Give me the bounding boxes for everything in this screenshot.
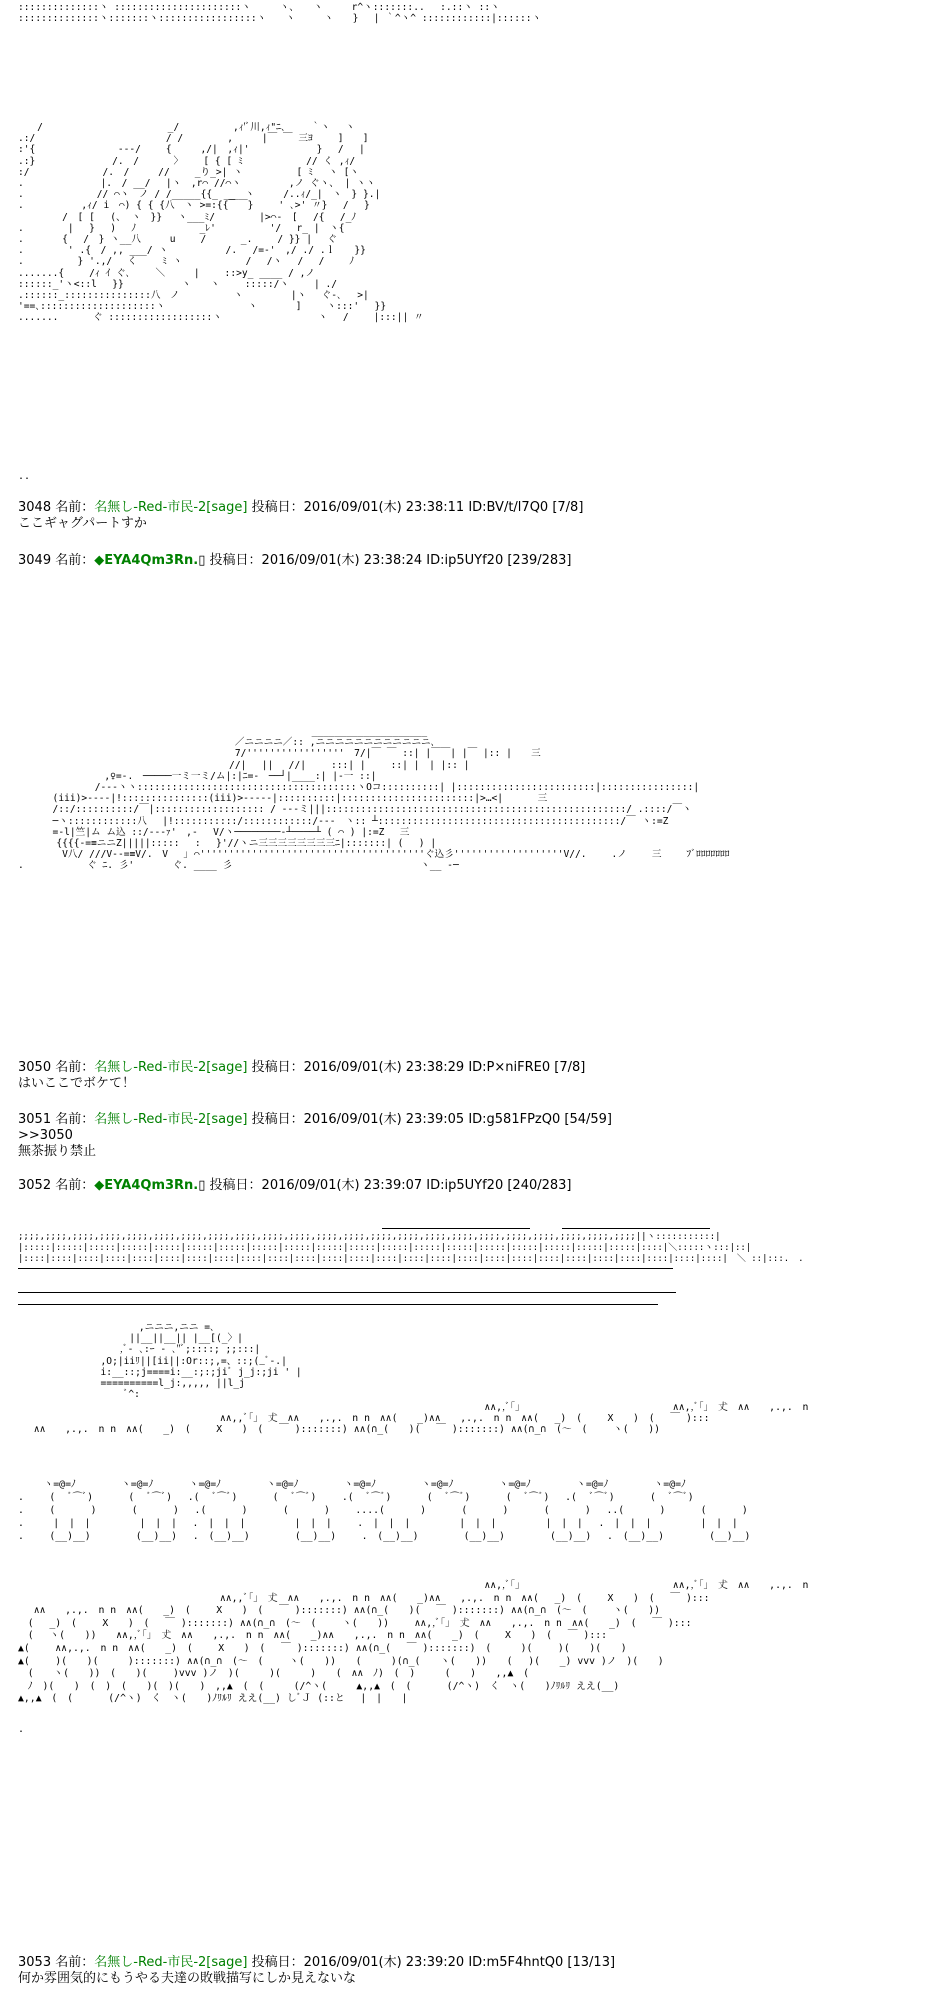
post-date: 投稿日：2016/09/01(木) 23:39:20	[251, 1955, 465, 1970]
ascii-art-scene-top: ;;;;,;;;;,;;;;,;;;;,;;;;,;;;;,;;;;,;;;;,;;;;,;;;;,;;;;,;;;;,;;;;,;;;;,;;;;,;;;;,;;;;,;;;;,;;;;,;;;;,;;;;,;;;;,;;;;||ヽ:::::::::::| |:::::|:::::|:::::|:::::|:::::|:::::|:::::|:::::|:::::|:::::|:::::|:::::|:::::|:::::|:::::|:::::|:::::|:::::|:::::|::::|＼:::::ヽ:::|::| |::::|::::|::::|::::|::::|::::|::::|::::|::::|::::|::::|::::|::::|::::|::::|::::|::::|::::|::::|::::|::::|::::|::::|::::|::::|::::| ＼ ::|:::. .	[18, 1232, 804, 1265]
post-number[interactable]: 3052	[18, 1178, 52, 1193]
post-body-3048: ここギャグパートすか	[18, 516, 147, 531]
name-label: 名前：	[55, 1955, 95, 1970]
ascii-art-top-fragment: ::::::::::::::ヽ ::::::::::::::::::::::ヽ ヽ、 ヽ r^ヽ:::::::.. :.::ヽ ::ヽ ::::::::::::::ヽ:::::::ヽ:::::::::::::::::ヽ ヽ ヽ } | ｀^ヽ^ ::::::::::::|::::::ヽ	[18, 2, 542, 25]
post-number[interactable]: 3051	[18, 1112, 52, 1127]
poster-id[interactable]: ID:BV/t/l7Q0 [7/8]	[468, 500, 584, 515]
poster-name: 名無し-Red-市民-2	[94, 1060, 207, 1075]
poster-id[interactable]: ID:m5F4hntQ0 [13/13]	[468, 1955, 616, 1970]
post-date: 投稿日：2016/09/01(木) 23:38:11	[251, 500, 465, 515]
post-body-3051: >>3050 無茶振り禁止	[18, 1128, 97, 1159]
name-label: 名前：	[55, 1178, 95, 1193]
post-number[interactable]: 3049	[18, 553, 52, 568]
poster-name: 名無し-Red-市民-2	[94, 1955, 207, 1970]
scene-ground-line	[18, 1304, 658, 1305]
sage-mail-link[interactable]: [sage]	[206, 1955, 248, 1970]
ascii-art-row-figures: ヽ=@=ﾉ ヽ=@=ﾉ ヽ=@=ﾉ ヽ=@=ﾉ ヽ=@=ﾉ ヽ=@=ﾉ ヽ=@=ﾉ ヽ=@=ﾉ ヽ=@=ﾉ . ( ﾞ⌒ﾞ) ( ﾞ⌒ﾞ) .( ﾞ⌒ﾞ) ( ﾞ⌒ﾞ) .( ﾞ⌒ﾞ) ( ﾞ⌒ﾞ) ( ﾞ⌒ﾞ) .( ﾞ⌒ﾞ) ( ﾞ⌒ﾞ) . ( ) ( ) .( ) ( ) ....( ) ( ) ( ) ..( ) ( ) . | | | | | | . | | | | | | . | | | | | | | | | . | | | | | | . (__)__) (__)__) . (__)__) (__)__) . (__)__) (__)__) (__)__) . (__)__) (__)__)	[18, 1479, 751, 1542]
sage-mail-link[interactable]: [sage]	[206, 500, 248, 515]
tofu-icon: ▯	[198, 1178, 206, 1193]
post-date: 投稿日：2016/09/01(木) 23:38:29	[251, 1060, 465, 1075]
post-body-3050: はいここでボケて！	[18, 1076, 136, 1091]
post-number[interactable]: 3050	[18, 1060, 52, 1075]
post-date: 投稿日：2016/09/01(木) 23:39:07	[209, 1178, 423, 1193]
name-label: 名前：	[55, 1112, 95, 1127]
post-header-3050	[18, 1060, 585, 1076]
poster-id[interactable]: ID:g581FPzQ0 [54/59]	[468, 1112, 612, 1127]
ascii-art-car: ,ニニニ,ニニ =､ ||__||__|| |__[(_〉| ,ﾞ- ､:ｰ - ､"ﾞ;::::; ;;:::| ,O;|iiﾘ||[ii||:Or::;,=、::;(_ﾞ-.| i:__::;j====i:__:;:;jiﾞ j_j:;ji ' | ==========l_j:,,,,, ||l_j ﾞ^:	[100, 1322, 302, 1401]
poster-id[interactable]: ID:P×niFRE0 [7/8]	[468, 1060, 586, 1075]
post-number[interactable]: 3048	[18, 500, 52, 515]
poster-name: 名無し-Red-市民-2	[94, 500, 207, 515]
name-label: 名前：	[55, 1060, 95, 1075]
ascii-art-crowd: ∧∧,,ﾞ｢｣ ∧∧,,ﾞ｢｣ 𠀋 ∧∧ ,.,. n ∧∧,,ﾞ｢｣ 𠀋 ∧∧ ,.,. n n ∧∧( _)∧∧ ,.,. n n ∧∧( _) ( X ) ( ￣ )::: ∧∧ ,.,. n n ∧∧( _) ( X ) ( ￣ ):::::::) ∧∧(∩_( )( ￣ ):::::::) ∧∧(∩_∩ (～ ( ヽ( ))	[33, 1402, 809, 1436]
poster-id[interactable]: ID:ip5UYf20 [240/283]	[426, 1178, 572, 1193]
poster-id[interactable]: ID:ip5UYf20 [239/283]	[426, 553, 572, 568]
spacer-dots: ..	[18, 471, 31, 482]
scene-line	[382, 1228, 530, 1229]
ascii-art-crowd-large: ∧∧,,ﾞ｢｣ ∧∧,,ﾞ｢｣ 𠀋 ∧∧ ,.,. n ∧∧,,ﾞ｢｣ 𠀋 ∧∧ ,.,. n n ∧∧( _)∧∧ ,.,. n n ∧∧( _) ( X ) ( ￣ )::: ∧∧ ,.,. n n ∧∧( _) ( X ) ( ￣ ):::::::) ∧∧(∩_( )( ￣ ):::::::) ∧∧(∩_∩ (～ ( ヽ( )) ( _) ( X ) ( ￣ ):::::::) ∧∧(∩_∩ (～ ( ヽ( )) ∧∧,,ﾞ｢｣ 𠀋 ∧∧ ,.,. n n ∧∧( _) ( ￣ )::: ( ヽ( )) ∧∧,,ﾞ｢｣ 𠀋 ∧∧ ,.,. n n ∧∧( _)∧∧ ,.,. n n ∧∧( _) ( X ) ( ￣ )::: ▲( ∧∧,.,. n n ∧∧( _) ( X ) ( ￣ ):::::::) ∧∧(∩_( ￣ ):::::::) ( )( )( )( ) ▲( )( )( ):::::::) ∧∧(∩_∩ (～ ( ヽ( )) ( )(∩_( ヽ( )) ( )( _) vvv )ノ )( ) ( ヽ( )) ( )( )vvv )ノ )( )( ) ( ∧∧ ﾉ) ( ) ( ) ,,▲ ( ﾉ )( ) ( ) ( )( )( ) ,,▲ ( ( (/^ヽ( ▲,,▲ ( ( (/^ヽ) く ヽ( )ﾉﾘﾙﾘ ええ(__) ▲,,▲ ( ( (/^ヽ) く ヽ( )ﾉﾘﾙﾘ ええ(__) しﾞＪ (::と | | |	[18, 1580, 809, 1705]
name-label: 名前：	[55, 553, 95, 568]
post-body-3053: 何か雰囲気的にもうやる夫達の敗戦描写にしか見えないな	[18, 1971, 357, 1986]
ascii-art-figure: / _/ ,ｨ'ﾞ川,ｨ"ﾆ､ ｀ヽ ヽ .:/ / / , |￣ ￣ 三ﾖ ] ] :'{ ---/ { ,/| ,ｨ|' } / | .:} /. / 〉 [ { [ ﾐ // く ,ｨ/ :/ /. / // _り_>| ヽ [ ﾐ ヽ [ヽ . |. / __/ |ヽ ,r⌒ //⌒ヽ ,ノ ぐヽ、 | ヽヽ . // ⌒ヽ ノ / /_____{{_ __ ヽ /..ｨ/_| ヽ } }.| . ,ｨ/ i ⌒) { { {八 ヽ >=:{{￣￣} ' ､>' 〃} / } / [ [ (、 ヽ }} ヽ___ﾐ/ |>⌒- [ /{ /_ﾉ . | } ) ﾉ _ﾚ' '/ r_ | ヽ{ . { / } ヽ__八 u / _. / }} | ぐ . ' .{ / ,, ___/ ヽ /. /=-' ,/ ./ .ｌ }} . } '.,/ く ﾐ ヽ / /ヽ / / ﾉ .......{ /ｨ ｲ ぐ､ ＼ | ::>y_ ____ / ,ノ ::::::_'ヽ<::l }} ヽ ヽ :::::/ヽ | ./ .::::::_:::::::::::::::八 ノ ヽ |ヽ ぐ-､ >| '==､::::::::::::::::::::ヽ ヽ ] ヽ:::' }} ....... ぐ ::::::::::::::::::ヽ ヽ / |:::|| 〃	[18, 122, 424, 324]
spacer-dot: .	[18, 1724, 25, 1735]
name-label: 名前：	[55, 500, 95, 515]
post-header-3052	[18, 1178, 572, 1194]
ascii-art-bus: ____________________ ／ニニニニ／:: ,ニニニニニニニニニニニニ､ 7/''''''''''''''''' 7/|￣ ￣ ::| |￣￣| |￣ |:: | 三 //| || //| :::| | ::| | | |:: | ,♀=-. ─────一ミ一ミ/ム|:|ﾆ=- ──┘|____:| |-一 ::| /---ヽヽ::::::::::::::::::::::::::::::::::::::ヽOコ::::::::::| |::::::::::::::::::::::::|::::::::::::::::| (iii)>----|!:::::::::::::::(iii)>-----|::::::::::|:::::::::::::::::::::::|>…<| 三 /::/::::::::::/￣|::::::::::::::::::: / ---ミ|||::::::::::::::::::::::::::::::::::::::::::::::::::::/ .::::/￣ヽ ─ヽ::::::::::::八 |!:::::::::::/::::::::::::/--- ヽ:: ┴::::::::::::::::::::::::::::::::::::::::::/￣ ヽ:=Z =-l|竺|ム ム込 ::/---ｧ' ,- V/ヽ────────-┴────┴ ( ⌒ ) |:=Z 三 {{{{-=≡ニニZ|||||::::: : }'//ヽニ三三三三三三三三ﾆ|:::::::| ( ) | V八/ ///V--=≡V/. V ｣ ⌒'''''''''''''''''''''''''''''''''''''''ぐ込彡'''''''''''''''''''V//. .ノ 三 ﾌﾞﾛﾛﾛﾛﾛﾛﾛ . ぐ ﾆ. 彡' ぐ. ____ 彡 ヽ__ -─	[18, 726, 730, 872]
post-date: 投稿日：2016/09/01(木) 23:39:05	[251, 1112, 465, 1127]
post-header-3051	[18, 1112, 612, 1128]
scene-ground-line	[18, 1292, 676, 1293]
poster-trip: ◆EYA4Qm3Rn.	[94, 553, 199, 568]
tofu-icon: ▯	[198, 553, 206, 568]
scene-ground-line	[18, 1268, 673, 1269]
poster-trip: ◆EYA4Qm3Rn.	[94, 1178, 199, 1193]
scene-line	[562, 1228, 710, 1229]
poster-name: 名無し-Red-市民-2	[94, 1112, 207, 1127]
post-date: 投稿日：2016/09/01(木) 23:38:24	[209, 553, 423, 568]
sage-mail-link[interactable]: [sage]	[206, 1060, 248, 1075]
post-header-3049	[18, 553, 572, 569]
post-header-3053	[18, 1955, 615, 1971]
post-header-3048	[18, 500, 583, 516]
post-number[interactable]: 3053	[18, 1955, 52, 1970]
sage-mail-link[interactable]: [sage]	[206, 1112, 248, 1127]
